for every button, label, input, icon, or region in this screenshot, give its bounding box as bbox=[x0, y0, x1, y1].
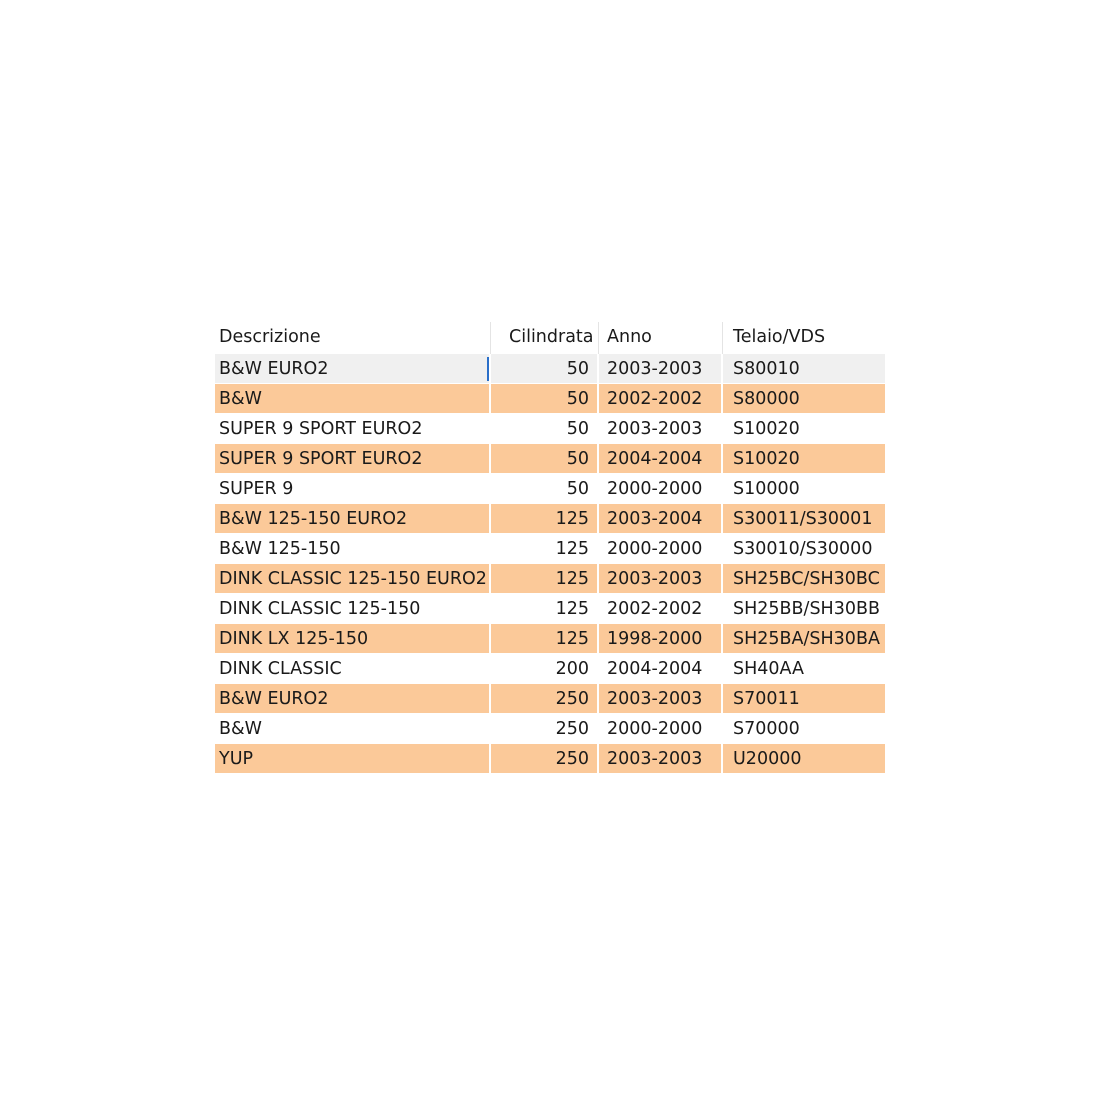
table-row[interactable] bbox=[215, 384, 885, 414]
cell-telaio[interactable]: S10000 bbox=[723, 474, 885, 504]
cell-telaio[interactable]: SH40AA bbox=[723, 654, 885, 684]
cell-telaio[interactable]: S30010/S30000 bbox=[723, 534, 885, 564]
cell-descrizione[interactable]: B&W 125-150 EURO2 bbox=[215, 504, 491, 534]
cell-telaio[interactable]: SH25BC/SH30BC bbox=[723, 564, 885, 594]
table-row[interactable] bbox=[215, 414, 885, 444]
table-row[interactable] bbox=[215, 624, 885, 654]
edit-caret bbox=[487, 357, 489, 381]
table-row[interactable] bbox=[215, 504, 885, 534]
cell-descrizione[interactable]: SUPER 9 SPORT EURO2 bbox=[215, 414, 491, 444]
column-header-telaio[interactable]: Telaio/VDS bbox=[733, 327, 826, 347]
column-header-cilindrata[interactable]: Cilindrata bbox=[491, 322, 599, 354]
cell-descrizione[interactable]: SUPER 9 SPORT EURO2 bbox=[215, 444, 491, 474]
column-header-descrizione[interactable]: Descrizione bbox=[215, 322, 491, 354]
grid-body bbox=[215, 354, 885, 774]
cell-cilindrata[interactable]: 50 bbox=[491, 414, 599, 444]
cell-descrizione[interactable]: SUPER 9 bbox=[215, 474, 491, 504]
cell-telaio[interactable]: S70000 bbox=[723, 714, 885, 744]
cell-anno[interactable]: 2003-2004 bbox=[599, 504, 723, 534]
cell-cilindrata[interactable]: 125 bbox=[491, 564, 599, 594]
table-row[interactable] bbox=[215, 564, 885, 594]
cell-anno[interactable]: 2000-2000 bbox=[599, 534, 723, 564]
cell-anno[interactable]: 1998-2000 bbox=[599, 624, 723, 654]
cell-descrizione[interactable]: B&W EURO2 bbox=[215, 354, 491, 384]
table-row[interactable] bbox=[215, 594, 885, 624]
cell-cilindrata[interactable]: 50 bbox=[491, 384, 599, 414]
vehicle-data-grid bbox=[215, 322, 885, 774]
cell-anno[interactable]: 2000-2000 bbox=[599, 714, 723, 744]
cell-cilindrata[interactable]: 250 bbox=[491, 714, 599, 744]
cell-descrizione[interactable]: DINK CLASSIC 125-150 bbox=[215, 594, 491, 624]
cell-telaio[interactable]: S10020 bbox=[723, 444, 885, 474]
cell-descrizione[interactable]: DINK LX 125-150 bbox=[215, 624, 491, 654]
cell-anno[interactable]: 2003-2003 bbox=[599, 414, 723, 444]
grid-header bbox=[215, 322, 885, 354]
table-row[interactable] bbox=[215, 474, 885, 504]
cell-cilindrata[interactable]: 250 bbox=[491, 744, 599, 774]
cell-anno[interactable]: 2003-2003 bbox=[599, 744, 723, 774]
cell-telaio[interactable]: U20000 bbox=[723, 744, 885, 774]
cell-cilindrata[interactable]: 200 bbox=[491, 654, 599, 684]
cell-anno[interactable]: 2004-2004 bbox=[599, 444, 723, 474]
cell-descrizione[interactable]: B&W bbox=[215, 384, 491, 414]
cell-telaio[interactable]: S30011/S30001 bbox=[723, 504, 885, 534]
table-row[interactable] bbox=[215, 684, 885, 714]
cell-descrizione[interactable]: B&W bbox=[215, 714, 491, 744]
cell-anno[interactable]: 2000-2000 bbox=[599, 474, 723, 504]
cell-cilindrata[interactable]: 50 bbox=[491, 474, 599, 504]
cell-cilindrata[interactable]: 250 bbox=[491, 684, 599, 714]
table-row[interactable] bbox=[215, 354, 885, 384]
table-row[interactable] bbox=[215, 654, 885, 684]
cell-anno[interactable]: 2002-2002 bbox=[599, 384, 723, 414]
cell-cilindrata[interactable]: 50 bbox=[491, 444, 599, 474]
cell-telaio[interactable]: SH25BB/SH30BB bbox=[723, 594, 885, 624]
cell-anno[interactable]: 2004-2004 bbox=[599, 654, 723, 684]
cell-descrizione[interactable]: DINK CLASSIC bbox=[215, 654, 491, 684]
cell-cilindrata[interactable]: 125 bbox=[491, 594, 599, 624]
cell-anno[interactable]: 2003-2003 bbox=[599, 684, 723, 714]
cell-cilindrata[interactable]: 125 bbox=[491, 534, 599, 564]
cell-cilindrata[interactable]: 50 bbox=[491, 354, 599, 384]
cell-anno[interactable]: 2002-2002 bbox=[599, 594, 723, 624]
table-row[interactable] bbox=[215, 534, 885, 564]
cell-anno[interactable]: 2003-2003 bbox=[599, 564, 723, 594]
cell-telaio[interactable]: SH25BA/SH30BA bbox=[723, 624, 885, 654]
cell-anno[interactable]: 2003-2003 bbox=[599, 354, 723, 384]
cell-telaio[interactable]: S80010 bbox=[723, 354, 885, 384]
cell-telaio[interactable]: S70011 bbox=[723, 684, 885, 714]
table-row[interactable] bbox=[215, 744, 885, 774]
table-row[interactable] bbox=[215, 444, 885, 474]
cell-descrizione[interactable]: DINK CLASSIC 125-150 EURO2 bbox=[215, 564, 491, 594]
cell-telaio[interactable]: S10020 bbox=[723, 414, 885, 444]
table-row[interactable] bbox=[215, 714, 885, 744]
cell-descrizione[interactable]: B&W 125-150 bbox=[215, 534, 491, 564]
cell-cilindrata[interactable]: 125 bbox=[491, 624, 599, 654]
cell-cilindrata[interactable]: 125 bbox=[491, 504, 599, 534]
cell-descrizione[interactable]: B&W EURO2 bbox=[215, 684, 491, 714]
column-header-anno[interactable]: Anno bbox=[599, 322, 723, 354]
cell-telaio[interactable]: S80000 bbox=[723, 384, 885, 414]
cell-descrizione[interactable]: YUP bbox=[215, 744, 491, 774]
